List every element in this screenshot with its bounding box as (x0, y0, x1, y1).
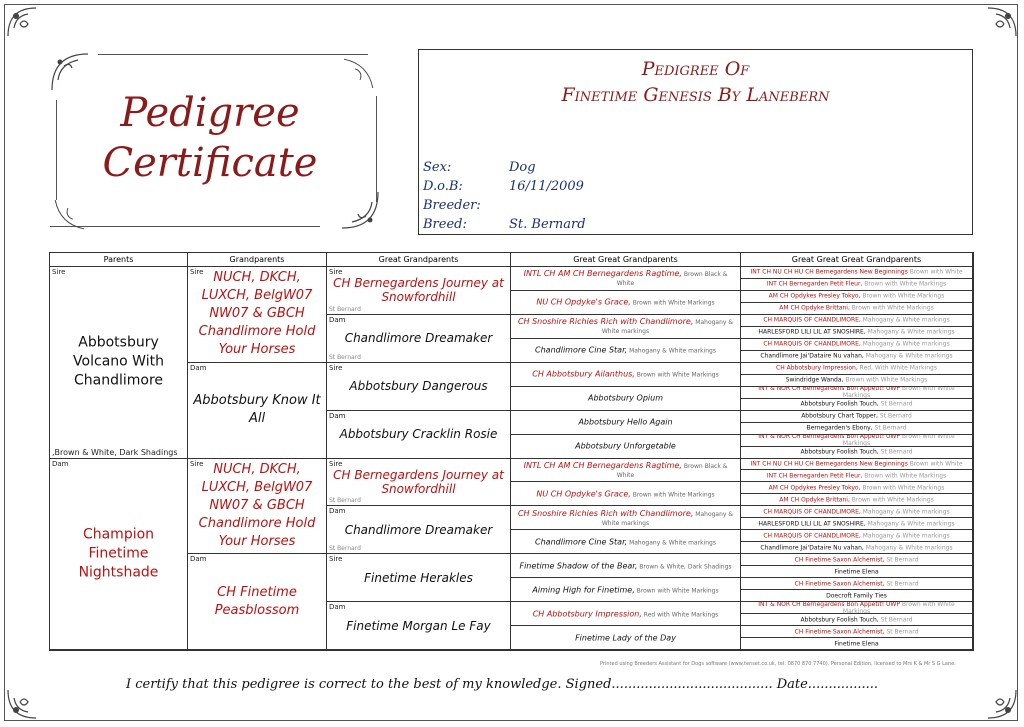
sex-value: Dog (509, 160, 536, 175)
ggg_grandparents-cell (741, 459, 973, 471)
grandparents-name-text: NUCH, DKCH, LUXCH, BelgW07 NW07 & GBCH Chandlimore Hold Your Horses (198, 461, 316, 549)
gg_grandparents-cell (511, 411, 741, 435)
breed-row (423, 217, 586, 232)
ggg_grandparents-name-text: INT & NOR CH Bernegardens Bon Appetit! UWP (758, 602, 900, 608)
gg_grandparents-name-text: Finetime Shadow of the Bear, (519, 561, 638, 571)
breeder-row (423, 198, 509, 213)
sex-tag: Sire (329, 555, 343, 564)
gg_grandparents-name (511, 609, 740, 618)
gg_grandparents-name-text: CH Snoshire Richies Rich with Chandlimore, (517, 317, 694, 327)
gg_grandparents-cell (511, 602, 741, 626)
sex-tag: Sire (190, 459, 204, 468)
ggg_grandparents-color: Brown with White Markings (860, 292, 945, 300)
great_grandparents-name (327, 523, 510, 537)
ggg_grandparents-name (741, 293, 972, 300)
ggg_grandparents-name-text: AM CH Opdyke Brittani, (779, 496, 850, 504)
great_grandparents-subtext: St Bernard (329, 497, 361, 505)
ggg_grandparents-color: St Bernard (878, 412, 912, 420)
ggg_grandparents-name (741, 616, 972, 623)
great_grandparents-name-text: Chandlimore Dreamaker (344, 331, 493, 346)
grandparents-name-text: CH Finetime Peasblossom (214, 584, 300, 618)
ggg_grandparents-name-text: AM CH Opdykes Presley Tokyo, (768, 292, 861, 300)
great_grandparents-name (327, 427, 510, 441)
ggg_grandparents-name (741, 556, 972, 563)
gg_grandparents-color: Mahogany & White markings (627, 347, 716, 355)
ggg_grandparents-name (741, 377, 972, 384)
parents-name-text: Abbotsbury Volcano With Chandlimore (73, 334, 164, 389)
ggg_grandparents-name (741, 365, 972, 372)
ggg_grandparents-cell (741, 363, 973, 375)
great_grandparents-name (327, 619, 510, 633)
ggg_grandparents-cell (741, 303, 973, 315)
ggg_grandparents-color: Mahogany & White markings (863, 544, 953, 552)
ggg_grandparents-name (741, 496, 972, 503)
ggg_grandparents-name (741, 580, 972, 587)
gg_grandparents-cell (511, 291, 741, 315)
great_grandparents-name-text: Abbotsbury Cracklin Rosie (339, 427, 498, 442)
gg_grandparents-name (511, 561, 740, 570)
ggg_grandparents-cell (741, 411, 973, 423)
great_grandparents-name-text: Finetime Herakles (364, 570, 473, 585)
gg_grandparents-cell (511, 530, 741, 554)
sex-tag: Dam (190, 555, 207, 564)
gg_grandparents-name (511, 509, 740, 527)
ggg_grandparents-color: Mahogany & White markings (860, 340, 950, 348)
gg_grandparents-name (511, 633, 740, 642)
ggg_grandparents-name-text: CH MARQUIS OF CHANDLIMORE, (763, 508, 861, 516)
ggg_grandparents-color: St Bernard (884, 628, 919, 636)
software-note: Printed using Breeders Assistant for Dogs software (www.tenset.co.uk, tel. 0870 870 7740). Personal Edition, licensed to Mrs K & Mr S G Lane. (600, 661, 956, 667)
ggg_grandparents-color: Brown with White Markings (860, 484, 945, 492)
pedigree-of-label: Pedigree Of (641, 58, 750, 80)
ggg_grandparents-cell (741, 315, 973, 327)
header-4: Great Great Grandparents (511, 253, 741, 267)
ggg_grandparents-cell (741, 494, 973, 506)
great_grandparents-name-text: Finetime Morgan Le Fay (346, 618, 491, 633)
gg_grandparents-color: Mahogany & White markings (601, 510, 734, 527)
ggg_grandparents-color: Mahogany & White markings (860, 508, 950, 516)
gg_grandparents-cell (511, 339, 741, 363)
parents-name (50, 525, 187, 582)
title-ornament-bottom-right-icon (332, 182, 382, 232)
ggg_grandparents-name-text: Finetime Elena (834, 640, 879, 648)
ggg_grandparents-name (741, 568, 972, 575)
ggg_grandparents-name-text: CH Finetime Saxon Alchemist, (794, 580, 885, 588)
ggg_grandparents-name-text: Abbotsbury Foolish Touch, (800, 616, 879, 624)
great_grandparents-cell (327, 363, 511, 411)
great_grandparents-name-text: CH Bernegardens Journey at Snowfordhill (333, 467, 504, 496)
ggg_grandparents-color: Brown with White Markings (842, 602, 955, 615)
gg_grandparents-name-text: CH Abbotsbury Impression, (532, 609, 642, 619)
sex-tag: Dam (190, 363, 207, 372)
ggg_grandparents-cell (741, 614, 973, 626)
ggg_grandparents-name-text: Chandlimore Jai'Dataire Nu vahan, (760, 544, 864, 552)
great_grandparents-cell (327, 506, 511, 554)
gg_grandparents-name (511, 461, 740, 479)
ggg_grandparents-name-text: Abbotsbury Foolish Touch, (800, 448, 879, 456)
gg_grandparents-name-text: Finetime Lady of the Day (575, 633, 676, 643)
certification-statement: I certify that this pedigree is correct to the best of my knowledge. Signed....................................... Date................. (126, 677, 879, 692)
gg_grandparents-name (511, 418, 740, 427)
ggg_grandparents-name (741, 353, 972, 360)
ggg_grandparents-cell (741, 554, 973, 566)
ggg_grandparents-color: Brown with White Markings (849, 304, 934, 312)
ggg_grandparents-name (741, 305, 972, 312)
gg_grandparents-cell (511, 554, 741, 578)
great_grandparents-subtext: St Bernard (329, 305, 361, 313)
sex-tag: Dam (329, 603, 346, 612)
gg_grandparents-cell (511, 315, 741, 339)
sex-tag: Dam (329, 507, 346, 516)
sex-tag: Sire (329, 363, 343, 372)
ggg_grandparents-name (741, 602, 972, 614)
ggg_grandparents-cell (741, 399, 973, 411)
ggg_grandparents-cell (741, 530, 973, 542)
certificate-title-line2: Certificate (102, 140, 318, 186)
ggg_grandparents-cell (741, 339, 973, 351)
grandparents-cell (188, 459, 327, 555)
ggg_grandparents-name (741, 640, 972, 647)
ggg_grandparents-name-text: CH Abbotsbury Impression, (776, 364, 858, 372)
great_grandparents-cell (327, 459, 511, 507)
ggg_grandparents-cell (741, 267, 973, 279)
ggg_grandparents-cell (741, 626, 973, 638)
great_grandparents-name (327, 276, 510, 304)
breed-value: St. Bernard (509, 217, 586, 232)
gg_grandparents-color: Brown with White Markings (630, 491, 715, 499)
gg_grandparents-color: Brown Black & White (616, 271, 728, 288)
ggg_grandparents-color: Brown with White (907, 268, 963, 276)
ggg_grandparents-color: Red, With White Markings (857, 364, 937, 372)
gg_grandparents-name (511, 394, 740, 403)
grandparents-name (188, 392, 326, 428)
ggg_grandparents-name (741, 425, 972, 432)
great_grandparents-name-text: Chandlimore Dreamaker (344, 522, 493, 537)
great_grandparents-subtext: St Bernard (329, 353, 361, 361)
ggg_grandparents-name (741, 413, 972, 420)
title-rule-top (98, 54, 368, 55)
ggg_grandparents-name-text: Finetime Elena (834, 568, 879, 576)
ggg_grandparents-name (741, 449, 972, 456)
ggg_grandparents-name-text: INT CH Bernegarden Petit Fleur, (766, 472, 863, 480)
parents-subtext: ,Brown & White, Dark Shadings (52, 447, 178, 457)
sex-label: Sex: (423, 160, 452, 175)
ggg_grandparents-name (741, 387, 972, 399)
ggg_grandparents-name-text: HARLESFORD LILI LIL AT SNOSHIRE, (758, 520, 866, 528)
ggg_grandparents-cell (741, 423, 973, 435)
gg_grandparents-color: Brown & White, Dark Shadings (637, 563, 732, 571)
ggg_grandparents-name-text: Swindridge Wanda, (785, 376, 844, 384)
ggg_grandparents-color: St Bernard (872, 424, 907, 432)
ggg_grandparents-name-text: CH Finetime Saxon Alchemist, (794, 628, 885, 636)
ggg_grandparents-name (741, 341, 972, 348)
ggg_grandparents-color: Mahogany & White markings (860, 532, 950, 540)
grandparents-cell (188, 363, 327, 459)
great_grandparents-name (327, 571, 510, 585)
ggg_grandparents-color: Brown with White Markings (849, 496, 934, 504)
ggg_grandparents-name (741, 532, 972, 539)
dob-row (423, 179, 584, 194)
ggg_grandparents-color: Brown with White Markings (842, 434, 955, 447)
great_grandparents-name (327, 379, 510, 393)
gg_grandparents-name-text: CH Abbotsbury Ailanthus, (532, 369, 635, 379)
grandparents-name-text: Abbotsbury Know It All (193, 393, 321, 427)
breeder-label: Breeder: (423, 198, 481, 213)
ggg_grandparents-color: Brown with White Markings (842, 386, 955, 399)
great_grandparents-name-text: CH Bernegardens Journey at Snowfordhill (333, 276, 504, 305)
sex-tag: Sire (190, 268, 204, 276)
gg_grandparents-cell (511, 387, 741, 411)
ggg_grandparents-cell (741, 447, 973, 459)
grandparents-name (188, 584, 326, 620)
ggg_grandparents-name (741, 317, 972, 324)
ggg_grandparents-name (741, 520, 972, 527)
gg_grandparents-color: Mahogany & White markings (627, 539, 716, 547)
gg_grandparents-color: Brown Black & White (616, 462, 728, 479)
sex-tag: Sire (329, 459, 343, 468)
gg_grandparents-name-text: NU CH Opdyke's Grace, (536, 489, 631, 499)
grandparents-name-text: NUCH, DKCH, LUXCH, BelgW07 NW07 & GBCH Chandlimore Hold Your Horses (198, 270, 316, 358)
certificate-title-line1: Pedigree (120, 90, 300, 136)
ggg_grandparents-color: Mahogany & White markings (860, 316, 950, 324)
ggg_grandparents-name-text: CH MARQUIS OF CHANDLIMORE, (763, 532, 861, 540)
ggg_grandparents-color: St Bernard (884, 556, 919, 564)
grandparents-cell (188, 267, 327, 363)
great_grandparents-name (327, 468, 510, 496)
parents-cell (50, 459, 188, 651)
ggg_grandparents-cell (741, 506, 973, 518)
gg_grandparents-color: Mahogany & White markings (601, 319, 734, 336)
great_grandparents-cell (327, 411, 511, 459)
title-rule-left (56, 100, 57, 200)
gg_grandparents-name (511, 370, 740, 379)
ggg_grandparents-name-text: INT CH NU CH HU CH Bernegardens New Beginnings (750, 460, 908, 468)
gg_grandparents-name (511, 317, 740, 335)
gg_grandparents-name-text: NU CH Opdyke's Grace, (536, 297, 631, 307)
ggg_grandparents-name-text: Chandlimore Jai'Dataire Nu vahan, (760, 352, 864, 360)
ggg_grandparents-color: St Bernard (878, 616, 913, 624)
parents-name-text: Champion Finetime Nightshade (78, 526, 159, 581)
gg_grandparents-cell (511, 363, 741, 387)
corner-ornament-bottom-left-icon (6, 670, 56, 720)
ggg_grandparents-name (741, 592, 972, 599)
ggg_grandparents-cell (741, 435, 973, 447)
gg_grandparents-name (511, 269, 740, 287)
gg_grandparents-name-text: Abbotsbury Unforgetable (575, 441, 676, 451)
ggg_grandparents-name (741, 281, 972, 288)
ggg_grandparents-cell (741, 602, 973, 614)
ggg_grandparents-color: St Bernard (884, 580, 919, 588)
certificate-title (70, 88, 350, 188)
header-1: Parents (50, 253, 188, 267)
gg_grandparents-name-text: Chandlimore Cine Star, (535, 345, 628, 355)
ggg_grandparents-name-text: INT CH Bernegarden Petit Fleur, (766, 280, 863, 288)
ggg_grandparents-name (741, 329, 972, 336)
gg_grandparents-name-text: Abbotsbury Hello Again (578, 417, 673, 427)
grandparents-name (188, 461, 326, 551)
dob-value: 16/11/2009 (509, 179, 584, 194)
header-3: Great Grandparents (327, 253, 511, 267)
ggg_grandparents-name (741, 401, 972, 408)
ggg_grandparents-name (741, 484, 972, 491)
gg_grandparents-name-text: Chandlimore Cine Star, (535, 537, 628, 547)
ggg_grandparents-name-text: INT & NOR CH Bernegardens Bon Appetit! UWP (758, 434, 900, 441)
ggg_grandparents-cell (741, 482, 973, 494)
sex-tag: Dam (329, 411, 346, 420)
gg_grandparents-color: Brown with White Markings (630, 299, 715, 307)
great_grandparents-cell (327, 315, 511, 363)
gg_grandparents-name-text: Abbotsbury Opium (587, 393, 663, 403)
ggg_grandparents-cell (741, 387, 973, 399)
info-title (419, 56, 972, 108)
ggg_grandparents-color: St Bernard (878, 400, 913, 408)
ggg_grandparents-name (741, 628, 972, 635)
ggg_grandparents-cell (741, 590, 973, 602)
ggg_grandparents-color: Brown with White Markings (843, 376, 928, 384)
sex-tag: Sire (52, 268, 66, 276)
ggg_grandparents-name (741, 472, 972, 479)
ggg_grandparents-color: Brown with White Markings (862, 280, 947, 288)
great_grandparents-name-text: Abbotsbury Dangerous (349, 379, 488, 394)
ggg_grandparents-color: Mahogany & White markings (865, 520, 955, 528)
grandparents-name (188, 269, 326, 359)
ggg_grandparents-name (741, 508, 972, 515)
gg_grandparents-name-text: Aiming High for Finetime, (532, 585, 635, 595)
gg_grandparents-name (511, 537, 740, 546)
ggg_grandparents-name-text: Abbotsbury Chart Topper, (801, 412, 878, 420)
great_grandparents-cell (327, 554, 511, 602)
gg_grandparents-cell (511, 482, 741, 506)
ggg_grandparents-name (741, 435, 972, 447)
ggg_grandparents-name-text: Bernegarden's Ebony, (806, 424, 873, 432)
header-2: Grandparents (188, 253, 327, 267)
ggg_grandparents-cell (741, 542, 973, 554)
ggg_grandparents-name-text: HARLESFORD LILI LIL AT SNOSHIRE, (758, 328, 866, 336)
ggg_grandparents-name-text: INT CH NU CH HU CH Bernegardens New Beginnings (750, 268, 908, 276)
ggg_grandparents-color: Mahogany & White markings (863, 352, 953, 360)
great_grandparents-subtext: St Bernard (329, 545, 361, 553)
gg_grandparents-cell (511, 435, 741, 459)
ggg_grandparents-name-text: Abbotsbury Foolish Touch, (800, 400, 879, 408)
ggg_grandparents-color: Brown with White (907, 460, 963, 468)
corner-ornament-top-left-icon (6, 6, 56, 56)
great_grandparents-name (327, 331, 510, 345)
dog-name: Finetime Genesis By Lanebern (561, 84, 830, 106)
ggg_grandparents-name-text: CH MARQUIS OF CHANDLIMORE, (763, 316, 861, 324)
ggg_grandparents-cell (741, 327, 973, 339)
gg_grandparents-cell (511, 267, 741, 291)
ggg_grandparents-color: Mahogany & White markings (865, 328, 955, 336)
gg_grandparents-name (511, 585, 740, 594)
gg_grandparents-color: Brown with White Markings (634, 371, 719, 379)
ggg_grandparents-name (741, 269, 972, 276)
sex-tag: Dam (329, 315, 346, 324)
ggg_grandparents-cell (741, 578, 973, 590)
gg_grandparents-name (511, 489, 740, 498)
great_grandparents-cell (327, 267, 511, 315)
gg_grandparents-name-text: INTL CH AM CH Bernegardens Ragtime, (523, 269, 682, 279)
parents-name (50, 334, 187, 391)
gg_grandparents-name (511, 442, 740, 451)
ggg_grandparents-name-text: AM CH Opdykes Presley Tokyo, (768, 484, 861, 492)
grandparents-cell (188, 554, 327, 650)
ggg_grandparents-name (741, 460, 972, 467)
gg_grandparents-color: Red with White Markings (641, 611, 719, 619)
gg_grandparents-cell (511, 459, 741, 483)
ggg_grandparents-cell (741, 638, 973, 650)
title-ornament-bottom-left-icon (52, 192, 92, 232)
gg_grandparents-name (511, 346, 740, 355)
gg_grandparents-name-text: INTL CH AM CH Bernegardens Ragtime, (523, 460, 682, 470)
ggg_grandparents-cell (741, 351, 973, 363)
ggg_grandparents-name-text: INT & NOR CH Bernegardens Bon Appetit! UWP (758, 386, 900, 393)
header-5: Great Great Great Grandparents (741, 253, 973, 267)
parents-cell (50, 267, 188, 459)
corner-ornament-bottom-right-icon (968, 670, 1018, 720)
ggg_grandparents-cell (741, 518, 973, 530)
ggg_grandparents-cell (741, 291, 973, 303)
breed-label: Breed: (423, 217, 467, 232)
gg_grandparents-cell (511, 506, 741, 530)
ggg_grandparents-name-text: CH Finetime Saxon Alchemist, (794, 556, 885, 564)
ggg_grandparents-cell (741, 375, 973, 387)
sex-tag: Dam (52, 459, 69, 468)
great_grandparents-cell (327, 602, 511, 650)
corner-ornament-top-right-icon (968, 6, 1018, 56)
ggg_grandparents-name-text: Doecroft Family Ties (826, 592, 887, 600)
ggg_grandparents-color: Brown with White Markings (862, 472, 947, 480)
ggg_grandparents-name-text: AM CH Opdyke Brittani, (779, 304, 850, 312)
gg_grandparents-name-text: CH Snoshire Richies Rich with Chandlimore, (517, 508, 694, 518)
gg_grandparents-color: Brown with White Markings (634, 587, 719, 595)
ggg_grandparents-name (741, 544, 972, 551)
pedigree-table (49, 252, 974, 651)
ggg_grandparents-cell (741, 279, 973, 291)
dob-label: D.o.B: (423, 179, 463, 194)
sex-row (423, 160, 536, 175)
ggg_grandparents-name-text: CH MARQUIS OF CHANDLIMORE, (763, 340, 861, 348)
sex-tag: Sire (329, 268, 343, 276)
gg_grandparents-cell (511, 578, 741, 602)
ggg_grandparents-color: St Bernard (878, 448, 913, 456)
ggg_grandparents-cell (741, 566, 973, 578)
dog-info-box (418, 49, 973, 235)
gg_grandparents-name (511, 298, 740, 307)
gg_grandparents-cell (511, 626, 741, 650)
ggg_grandparents-cell (741, 470, 973, 482)
